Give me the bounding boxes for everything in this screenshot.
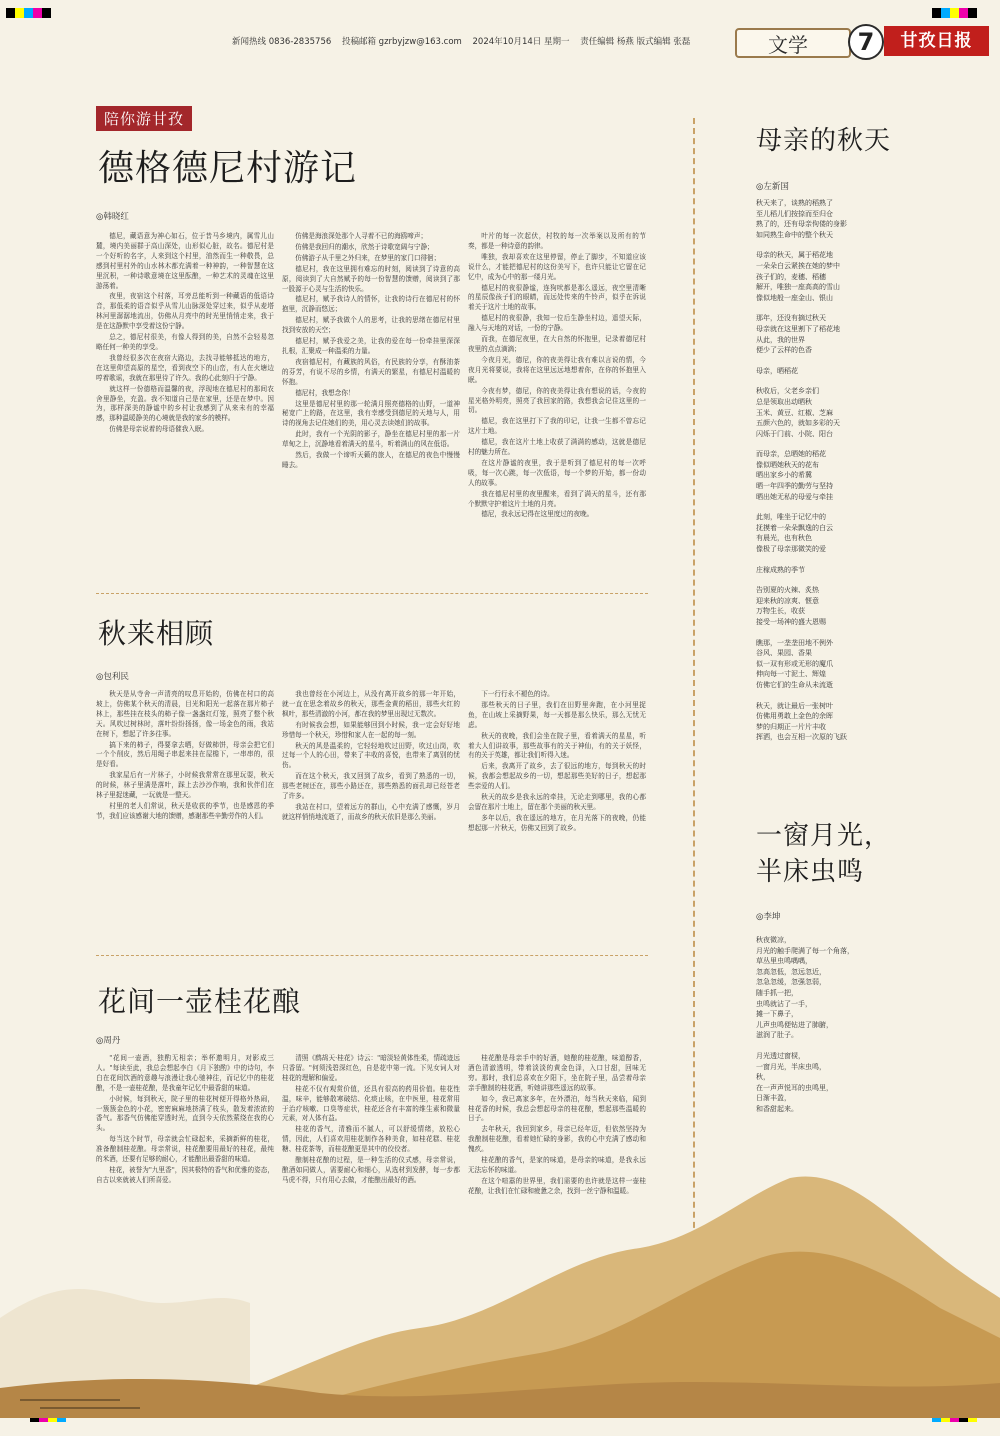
poem-line: 滋润了肚子。 (756, 1031, 798, 1040)
paragraph: 德尼村，我在这里拥有难忘的时刻，阅读到了诗意的高原，阅读到了大自然赋予的每一份智慧的馈赠，阅读到了那一股源于心灵与生活的快乐。 (282, 264, 460, 293)
poem-line: 解开，唯独一座高高的雪山 (756, 283, 840, 292)
paragraph: 村里的老人们常说，秋天是收获的季节，也是感恩的季节，我们应该感谢大地的馈赠，感谢那些辛勤劳作的人们。 (96, 801, 274, 820)
poem-line: 五颜六色的，就如多彩的天 (756, 419, 840, 428)
issue-date: 2024年10月14日 星期一 (472, 37, 570, 47)
registration-mark-top-left (6, 8, 51, 18)
paragraph: 德尼村，赋予我诗人的情怀，让我的诗行在德尼村的怀抱里，沉静而悠远； (282, 295, 460, 314)
paragraph: 秋天的风是温柔的，它轻轻地吹过田野，吹过山岗，吹过每一个人的心田，带来了丰收的喜悦，也带来了离别的忧伤。 (282, 741, 460, 770)
stanza-break (756, 439, 956, 449)
paragraph: 今夜有梦，德尼，你的夜美得让我有想说的话，今夜的星光格外明亮，照亮了我回家的路，我想我会记住这里的一切。 (468, 386, 646, 415)
paragraph: 我站在村口，望着远方的群山，心中充满了感慨，岁月就这样悄悄地流逝了，而故乡的秋天依旧是那么美丽。 (282, 802, 460, 821)
paragraph: 德尼村，赋予我做个人的思考，让我的思绪在德尼村里找到安放的天空； (282, 316, 460, 335)
article1-title: 德格德尼村游记 (98, 148, 358, 189)
paragraph: 仿佛是海浪深处那个人寻着不已的海鸥啼声； (295, 232, 428, 240)
paragraph: 桂花酿是母亲手中的好酒，她酿的桂花酿，味道醇香，酒色清澈透明，带着淡淡的黄金色泽，入口甘甜，回味无穷。那时，我们总喜欢在夕阳下，坐在院子里，品尝着母亲亲手酿制的桂花酒，听她讲那些遥远的故事。 (468, 1054, 646, 1092)
article2-column-3 (468, 690, 646, 942)
paragraph: 在这片静谧的夜里，我于是听到了德尼村的每一次呼吸，每一次心跳，每一次低语，每一个梦的开始，都一份动人的故事。 (468, 458, 646, 487)
poem-line: 晒出家乡小的希冀 (756, 471, 812, 480)
paragraph: 桂花的香气，清雅而不腻人，可以舒缓情绪，放松心情，因此，人们喜欢用桂花制作各种美食，如桂花糕、桂花糖、桂花茶等，而桂花酿更是其中的佼佼者。 (282, 1125, 460, 1154)
paragraph: 桂花，被誉为"九里香"，因其极特的香气和优雅的姿态，自古以来就被人们所喜爱。 (96, 1165, 274, 1184)
poem-line: 随手抓一把， (756, 988, 798, 997)
paragraph: 夜宿德尼村，有藏族的风俗，有民族的分享，有酥油茶的芬芳，有说不尽的乡情，有满天的繁星，有德尼村温暖的怀抱。 (282, 357, 460, 386)
poem-line: 梦的归期正一片片丰收 (756, 722, 826, 731)
page-header (0, 28, 1000, 56)
paragraph: 那些秋天的日子里，我们在田野里奔跑，在小河里捉鱼，在山坡上采摘野果，每一天都是那么快乐，那么无忧无虑。 (468, 700, 646, 729)
paragraph: 而在这个秋天，我又回到了故乡，看到了熟悉的一切，那些老树还在，那些小路还在，那些熟悉的面孔却已经苍老了许多。 (282, 772, 460, 801)
paragraph: 德尼，我在这片土地上收获了满满的感动，这就是德尼村的魅力所在。 (468, 438, 646, 457)
paragraph: 搞下来的柿子，得要拿去晒，好做柿饼，母亲会把它们一个个削皮，然后用绳子串起来挂在屋檐下，一串串的，很是好看。 (96, 740, 274, 769)
poem-line: 似一双有形或无形的魔爪 (756, 659, 833, 668)
paragraph: 我家屋后有一片林子，小时候我常常在那里玩耍，秋天的时候，林子里满是落叶，踩上去沙沙作响，我和伙伴们在林子里捉迷藏，一玩就是一整天。 (96, 771, 274, 800)
paragraph: 今夜月光，德尼，你的夜美得让我有难以言说的情，今夜月光将要说，我将在这里远远地想着你，在你的怀抱里入眠。 (468, 355, 646, 384)
poem-line: 便少了云样的色香 (756, 346, 812, 355)
paragraph: 仿佛是母亲说着的母语催我入眠。 (109, 425, 209, 434)
paragraph: 这里是德尼村里的那一轮满月照亮德格的山野，一道神秘宽广上的路，在这里，我有幸感受到德尼的天地与人，用诗的视角去记住她们的美，用心灵去读她们的故事。 (282, 399, 460, 428)
paragraph: 秋天的故乡是我永远的牵挂，无论走到哪里，我的心都会留在那片土地上，留在那个美丽的秋天里。 (468, 793, 646, 811)
poem-line: 总是领取出动晒秋 (756, 397, 812, 406)
poem-line: 一窗月光，半床虫鸣， (756, 1062, 826, 1071)
submission-email: 投稿邮箱 gzrbyjzw@163.com (341, 37, 462, 47)
paragraph: 我在德尼村里的夜里醒来，看到了满天的星斗，还有那个默默守护着这片土地的月亮。 (468, 489, 646, 508)
editors: 责任编辑 杨燕 版式编辑 张磊 (580, 37, 691, 47)
stanza-break (756, 240, 956, 250)
paragraph: 然后，我做一个谛听天籁的旅人，在德尼的夜色中慢慢睡去。 (282, 451, 460, 469)
article1-column-1 (96, 232, 274, 580)
paragraph: 仿佛是我回归的潮水，欣然于诗歌宽阔与宁静； (295, 242, 434, 251)
paragraph: 德尼，我永远记得在这里度过的夜晚。 (481, 510, 594, 519)
paragraph: 酿制桂花酿的过程，是一种生活的仪式感，母亲常说，酿酒如同做人，需要耐心和细心，从选材到发酵，每一步都马虎不得，只有用心去做，才能酿出最好的酒。 (282, 1156, 460, 1184)
poem-line: 有晨光，也有秋色 (756, 534, 812, 543)
article2-column-1 (96, 690, 274, 942)
poem-line: 玉米、黄豆、红椒、芝麻 (756, 408, 833, 417)
paragraph: 小时候，每到秋天，院子里的桂花树便开得格外热闹，一簇簇金色的小花，密密麻麻地挤满了枝头，散发着浓浓的香气。那香气仿佛能穿透时光，直到今天依然萦绕在我的心头。 (96, 1094, 274, 1133)
stanza-break (756, 356, 956, 366)
poem1-title: 母亲的秋天 (756, 126, 892, 156)
poem2-title-line2: 半床虫鸣 (756, 857, 865, 887)
poem-line: 秋夜微凉， (756, 936, 791, 944)
poem-line: 晒一年四季的勤劳与坚持 (756, 482, 833, 491)
poem2-author: ◎李坤 (756, 912, 781, 922)
poem-line: 至儿稻儿们按捺而至归仓 (756, 209, 833, 218)
paragraph: 清照《鹧鸪天·桂花》诗云："暗淡轻黄体性柔，情疏迹远只香留。"何须浅碧深红色，自是花中第一流。下见女词人对桂花的理解和偏爱。 (282, 1054, 460, 1082)
poem-line: 像似晒她秋天的花布 (756, 460, 819, 469)
article2-column-2 (282, 690, 460, 942)
paragraph: 就这样一份德格而温馨的夜，浮现地在德尼村的那间农舍里静坐，充盈。我不知道自己是在家里，还是在梦中。因为，那样深美的静谧中的乡村让我感到了从来未有的幸福感，那种温暖静美的心境就是我的家乡的模样。 (96, 384, 274, 423)
paragraph: 后来，我离开了故乡，去了很远的地方，每到秋天的时候，我都会想起故乡的一切，想起那些美好的日子，想起那些亲爱的人们。 (468, 762, 646, 791)
poem-line: 忽急忽缓，忽强忽弱， (756, 978, 826, 987)
registration-mark-top-right (932, 8, 977, 18)
poem-line: 秋， (756, 1073, 770, 1082)
column-divider (693, 118, 695, 1278)
stanza-break (756, 691, 956, 701)
poem-line: 月光的触手爬满了每一个角落， (756, 946, 854, 955)
poem-line: 日渐丰盈， (756, 1094, 791, 1103)
section-divider (96, 955, 648, 956)
paragraph: 此时，我有一个光阴的影子，静坐在德尼村里的那一片草甸之上，沉静地看着满天的星斗，听着满山的风在低语。 (282, 430, 460, 449)
poem-line: 仿佛用勇敢上金色的余晖 (756, 712, 833, 721)
poem-line: 此刻，唯坐于记忆中的 (756, 513, 826, 522)
section-divider (96, 593, 648, 594)
paragraph: 唯独，我却喜欢在这里停留，停止了脚步，不知道应该说什么，才能把德尼村的这份美写下，也许只能让它留在记忆中，成为心中的那一缕月光。 (468, 252, 646, 281)
paragraph: 而我，在德尼夜里，在大自然的怀抱里，记录着德尼村夜里的点点滴滴； (468, 335, 646, 353)
poem-line: 挥洒，也会互相一次原的飞跃 (756, 733, 847, 742)
paragraph: 叶片的每一次起伏，村牧的每一次举案以及所有的节奏，都是一种诗意的韵律。 (468, 232, 646, 250)
paragraph: 如今，我已离家多年，在外漂泊，每当秋天来临，闻到桂花香的时候，我总会想起母亲的桂花酿，想起那些温暖的日子。 (468, 1094, 646, 1123)
poem-line: 母亲就在这里割下了稻花地 (756, 324, 840, 333)
article3-author: ◎周丹 (96, 1036, 121, 1046)
poem1-body (756, 198, 956, 743)
poem-line: 在一声声悦耳的虫鸣里， (756, 1083, 833, 1092)
paragraph: "花间一壶酒，独酌无相亲；举杯邀明月，对影成三人。"每读至此，我总会想起李白《月下独酌》中的诗句，李白在花间饮酒的意趣与浪漫让我心驰神往，而记忆中的桂花酿，不是一壶桂花酿，是我童年记忆中最香甜的味道。 (96, 1054, 274, 1092)
stanza-break (756, 1041, 956, 1051)
poem-line: 一朵朵白云紧挨在她的梦中 (756, 261, 840, 270)
poem2-title (756, 818, 891, 890)
paragraph: 夜里，夜宿这个村落，耳旁总能听到一种藏语的低语诗音，那低柔的语音似乎从雪儿山脉深处穿过来，似乎从麦塔林河里潺潺地流出，仿佛从月亮中的时光里悄悄走来，我于是在这静默中享受着这份宁静。 (96, 292, 274, 331)
paragraph: 德尼村的夜很静，我知一位后生静坐村边，遥望天际，融入与天地的对话，一份的宁静。 (468, 314, 646, 333)
article1-column-2 (282, 232, 460, 580)
paragraph: 德尼，藏语意为神心如石，位于昔马乡境内，属雪儿山麓，境内美丽群于高山深处，山形似心脏，故名。德尼村是一个好听的名字，人来到这个村里，油然而生一种敬畏，总感到村里村外的山水林木都充满着一种神韵，一种智慧在这里沉积，一种诗歌意境在这里酝酿，一种艺术的灵魂在这里游荡着。 (96, 232, 274, 290)
paragraph: 下一行行永不褪色的诗。 (481, 690, 554, 698)
poem-line: 熟了的，还有母亲佝偻的身影 (756, 220, 847, 229)
paragraph: 秋天的夜晚，我们会坐在院子里，看着满天的星星，听着大人们讲故事，那些故事有的关于神仙，有的关于妖怪，有的关于英雄，都让我们听得入迷。 (468, 731, 646, 760)
poem-line: 虫鸣就沾了一手， (756, 999, 812, 1008)
paragraph: 总之，德尼村很美，有像人得到的美，自然不会轻易忽略任何一种美的享受。 (96, 333, 274, 351)
poem-line: 秋天，就让最后一张树叶 (756, 701, 833, 710)
poem-line: 而母亲，总晒她的稻花 (756, 450, 826, 459)
poem-line: 晒出她无私的母爱与牵挂 (756, 492, 833, 501)
paragraph: 秋天是从寺舍一声清亮的叹息开始的，仿佛在村口的高坡上，仿佛某个秋天的清晨，目光和阳光一起落在那片柿子林上，那些挂在枝头的柿子像一盏盏红灯笼，照亮了整个秋天。风吹过树林时，落叶纷纷扬扬，像一场金色的雨，我站在树下，想起了许多往事。 (96, 690, 274, 738)
masthead-info (232, 35, 698, 47)
poem-line: 伸向每一寸泥土、辉煌 (756, 670, 826, 679)
paragraph: 德尼村的夜很静谧，连狗吠都是那么遥远，夜空里清晰的星辰像孩子们的眼睛，而远处传来的牛铃声，似乎在诉说着关于这片土地的故事。 (468, 283, 646, 312)
paper-logo: 甘孜日报 (884, 26, 989, 56)
hotline: 新闻热线 0836-2835756 (232, 37, 332, 47)
paragraph: 桂花不仅有观赏价值，还具有很高的药用价值。桂花性温，味辛，能够散寒破结、化痰止咳，在中医里，桂花常用于治疗咳嗽、口臭等症状，桂花还含有丰富的维生素和微量元素，对人体有益。 (282, 1084, 460, 1123)
article1-author: ◎韩晓红 (96, 212, 129, 222)
paragraph: 德尼村，我想念你！ (295, 388, 355, 397)
poem-line: 忽高忽低，忽远忽近， (756, 967, 826, 976)
paragraph: 去年秋天，我回到家乡，母亲已经年迈，但依然坚持为我酿制桂花酿，看着她忙碌的身影，我的心中充满了感动和愧疚。 (468, 1125, 646, 1154)
article2-author: ◎包利民 (96, 672, 129, 682)
poem-line: 秋天来了，谈熟的稻熟了 (756, 199, 833, 207)
paragraph: 有时候我会想，如果能够回到小时候，我一定会好好地珍惜每一个秋天，珍惜和家人在一起的每一刻。 (282, 720, 460, 739)
poem-line: 母亲的秋天，属于稻花地 (756, 251, 833, 260)
poem-line: 从此，我的世界 (756, 335, 805, 344)
paragraph: 德尼，我在这里打下了我的印记，让我一生都不曾忘记这片土地。 (468, 417, 646, 436)
stanza-break (756, 555, 956, 565)
poem-line: 草丛里虫鸣喁喁， (756, 957, 812, 966)
stanza-break (756, 303, 956, 313)
poem-line: 谷风、果园、香果 (756, 649, 812, 658)
paragraph: 每当这个时节，母亲就会忙碌起来，采摘新鲜的桂花，准备酿制桂花酿。母亲常说，桂花酿要用最好的桂花，最纯的米酒，还要有足够的耐心，才能酿出最香甜的味道。 (96, 1135, 274, 1164)
poem2-body (756, 935, 956, 1115)
poem-line: 和香甜起来。 (756, 1104, 798, 1113)
section-label: 文学 (768, 33, 808, 57)
paragraph: 在这个喧嚣的世界里，我们需要的也许就是这样一壶桂花酿，让我们在忙碌和疲惫之余，找到一丝宁静和温暖。 (468, 1176, 646, 1195)
poem-line: 仿佛它们的生命从未流逝 (756, 680, 833, 689)
poem-line: 秋收后，父老乡亲们 (756, 387, 819, 396)
poem-line: 瞧那，一垄垄田地不例外 (756, 638, 833, 647)
poem-line: 万物生长，收获 (756, 607, 805, 616)
stanza-break (756, 376, 956, 386)
mountain-illustration (0, 1138, 1000, 1418)
poem-line: 摊一下鼻子， (756, 1010, 798, 1019)
paragraph: 我也曾经在小河边上，从没有离开故乡的那一年开始，就一直在思念着故乡的秋天，那些金黄的稻田，那些火红的枫叶，那些清澈的小河，都在我的梦里出现过无数次。 (282, 690, 460, 718)
stanza-break (756, 575, 956, 585)
poem-line: 月光透过窗棂， (756, 1051, 805, 1060)
stanza-break (756, 502, 956, 512)
poem-line: 那年，还没有摘过秋天 (756, 314, 826, 323)
poem-line: 孩子们的，麦穗、稻穗 (756, 272, 826, 281)
poem-line: 儿声虫鸣便钻进了肺腑， (756, 1020, 833, 1029)
column-tag: 陪你游甘孜 (96, 106, 192, 131)
poem-line: 接受一场神的盛大恩赐 (756, 618, 826, 626)
page-number: 7 (848, 24, 884, 60)
poem-line: 闪烁于门前、小院、阳台 (756, 429, 833, 438)
poem-line: 像似地般一座金山、银山 (756, 293, 833, 302)
poem2-title-line1: 一窗月光， (756, 821, 892, 851)
paragraph: 桂花酿的香气，是家的味道，是母亲的味道，是我永远无法忘怀的味道。 (468, 1156, 646, 1174)
paragraph: 多年以后，我在遥远的地方，在月光落下的夜晚，仍能想起那一片秋天，仿佛又回到了故乡。 (468, 813, 646, 832)
poem-line: 告别夏的火辣、炙热 (756, 586, 819, 595)
article3-title: 花间一壶桂花酿 (98, 985, 302, 1018)
poem-line: 如同熟生命中的整个秋天 (756, 230, 833, 239)
poem-line: 抚摸着一朵朵飘逸的白云 (756, 523, 833, 532)
poem-line: 像极了母亲那微笑的爱 (756, 545, 826, 554)
article1-column-3 (468, 232, 646, 580)
poem-line: 庄稼成熟的季节 (756, 565, 805, 574)
poem-line: 母亲，晒稻花 (756, 366, 798, 375)
paragraph: 我曾经很多次在夜宿大路边，去找寻能够抵达的地方，在这里仰望高原的星空，看到夜空下的山峦，有人在火塘边哼着歌谣，我就在那里待了许久。我的心此刻归于宁静。 (96, 353, 274, 382)
paragraph: 德尼村，赋予我爱之美，让我的爱在每一份牵挂里深深扎根，汇聚成一种温柔的力量。 (282, 337, 460, 355)
article2-title: 秋来相顾 (98, 617, 215, 650)
poem1-author: ◎左新国 (756, 182, 789, 192)
poem-line: 迎来秋的凉爽、惬意 (756, 596, 819, 605)
stanza-break (756, 628, 956, 638)
paragraph: 仿佛游子从千里之外归来，在梦里的家门口徘徊； (295, 253, 441, 262)
